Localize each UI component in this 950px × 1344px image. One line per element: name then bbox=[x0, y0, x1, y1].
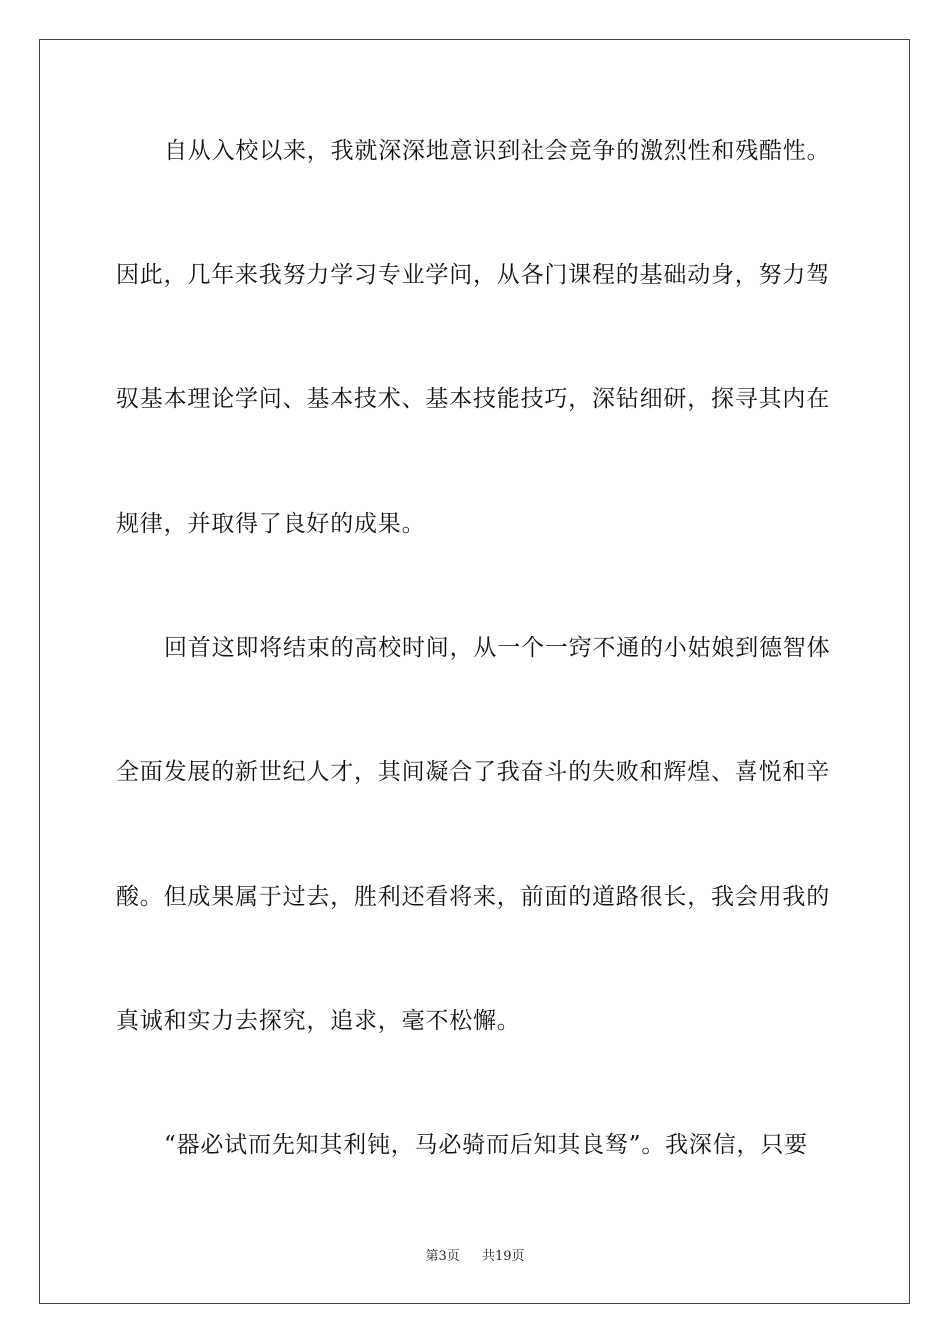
page-total: 共19页 bbox=[482, 1249, 525, 1264]
page-footer bbox=[0, 1248, 950, 1266]
text-line-7: 酸。但成果属于过去，胜利还看将来，前面的道路很长，我会用我的 bbox=[116, 884, 830, 910]
page-border bbox=[39, 39, 910, 1304]
text-line-9: “器必试而先知其利钝，马必骑而后知其良驽”。我深信，只要 bbox=[164, 1132, 808, 1158]
text-line-6: 全面发展的新世纪人才，其间凝合了我奋斗的失败和辉煌、喜悦和辛 bbox=[116, 759, 830, 785]
text-line-8: 真诚和实力去探究，追求，毫不松懈。 bbox=[116, 1008, 521, 1034]
page-number: 第3页 bbox=[425, 1249, 460, 1264]
text-line-4: 规律，并取得了良好的成果。 bbox=[116, 511, 426, 537]
text-line-1: 自从入校以来，我就深深地意识到社会竞争的激烈性和残酷性。 bbox=[164, 138, 831, 164]
text-line-3: 驭基本理论学问、基本技术、基本技能技巧，深钻细研，探寻其内在 bbox=[116, 386, 830, 412]
text-line-5: 回首这即将结束的高校时间，从一个一窍不通的小姑娘到德智体 bbox=[164, 635, 831, 661]
text-line-2: 因此，几年来我努力学习专业学问，从各门课程的基础动身，努力驾 bbox=[116, 262, 830, 288]
